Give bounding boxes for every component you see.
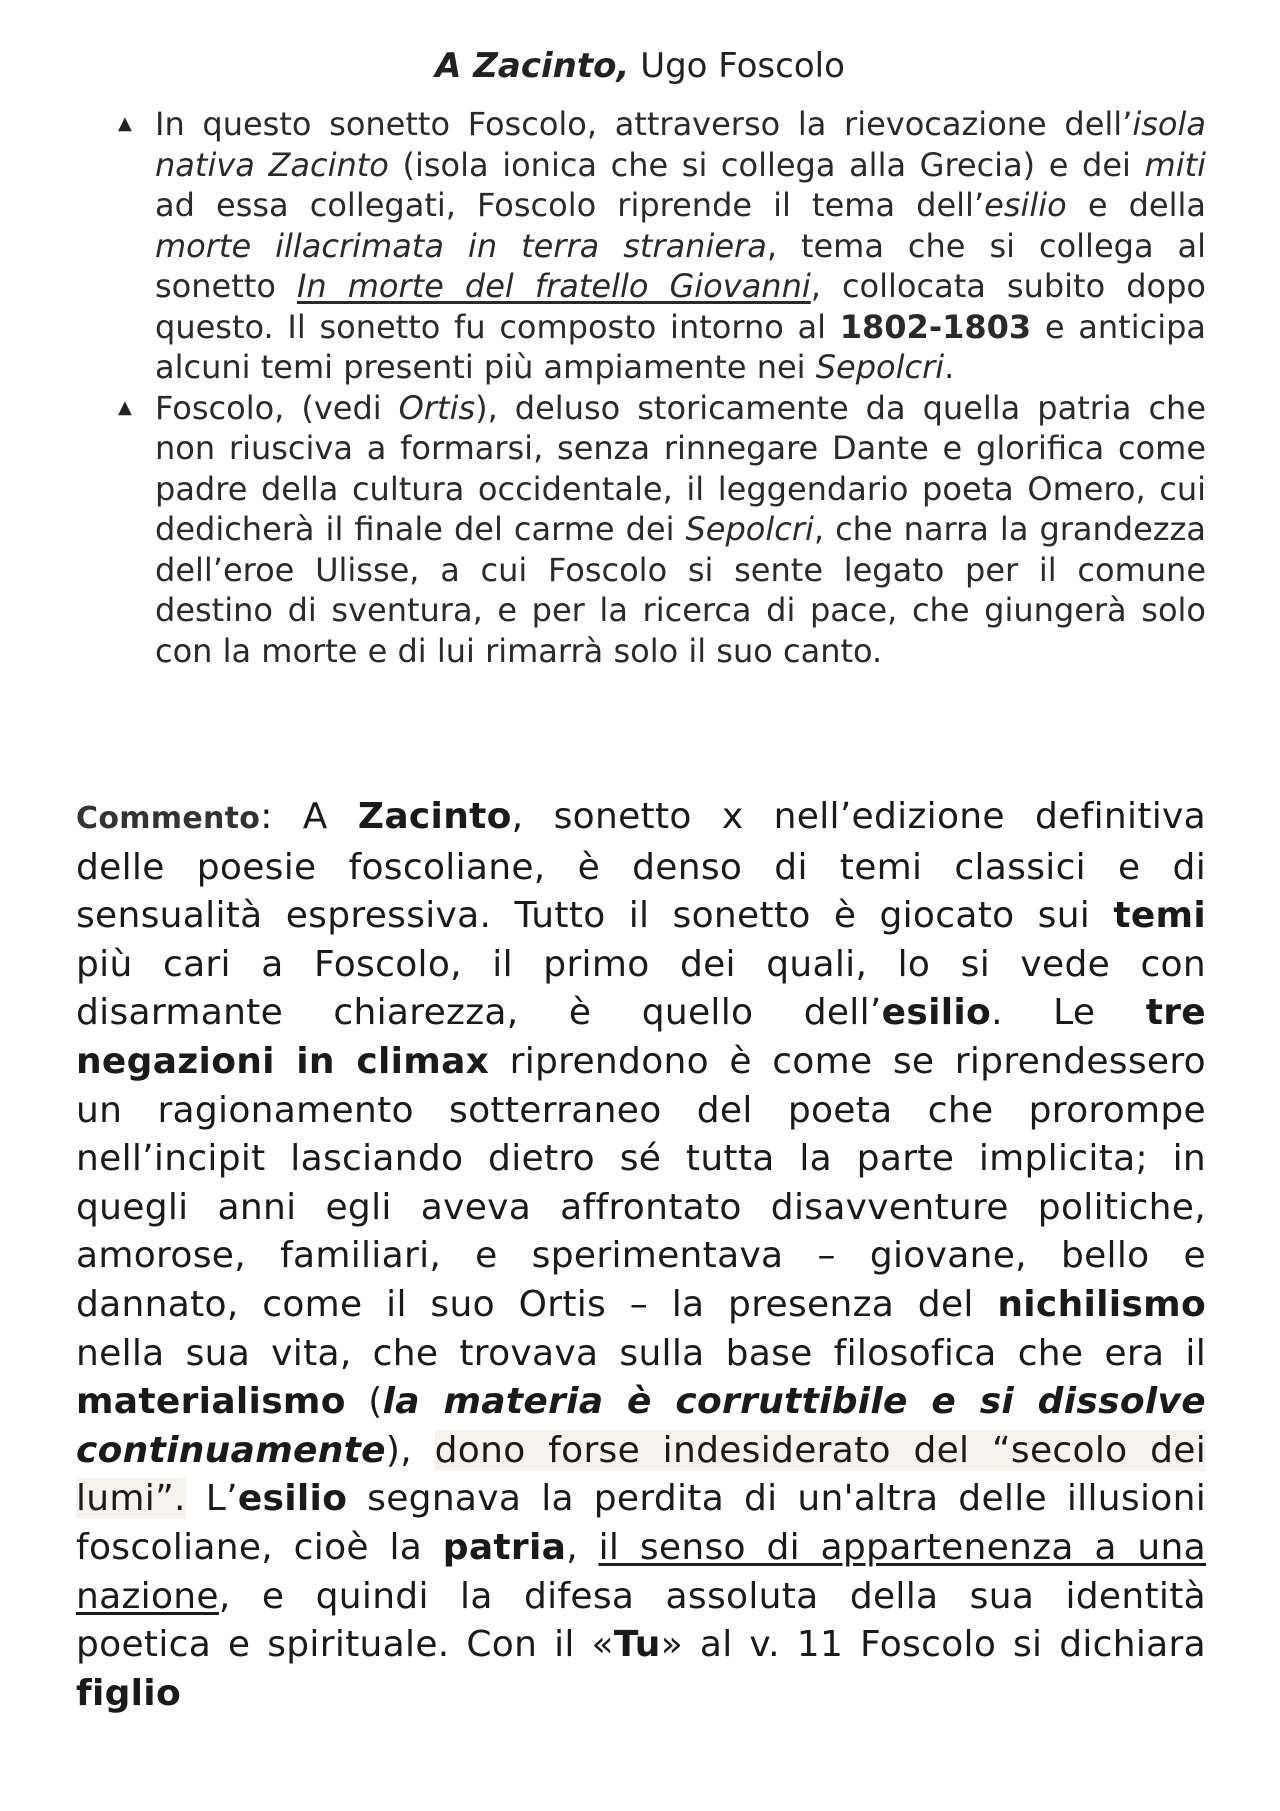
emphasis-text: la materia è corruttibile e si dissolve continuamente <box>76 1381 1207 1471</box>
text-run: Foscolo, (vedi <box>155 388 399 427</box>
text-run: , <box>566 1526 599 1568</box>
text-run: riprendono è come se riprendessero un ragionamento sotterraneo del poeta che prorompe nell’incipit lasciando dietro sé tutta la parte implicita; in quegli anni egli aveva affrontato disavventure politiche, amorose, familiari, e sperimentava – giovane, bello e dannato, come il suo Ortis – la presenza del <box>76 1040 1206 1325</box>
emphasis-text: Tu <box>613 1624 661 1666</box>
text-run: : A <box>260 796 358 837</box>
text-run: isola nativa Zacinto <box>155 105 1206 184</box>
text-run: . Le <box>991 992 1146 1034</box>
text-run: In morte del fratello Giovanni <box>296 267 811 305</box>
emphasis-text: patria <box>442 1526 567 1568</box>
text-run: Ortis <box>398 388 476 427</box>
emphasis-text: nichilismo <box>997 1283 1206 1325</box>
commento-text <box>76 796 1206 1714</box>
text-run: nella sua vita, che trovava sulla base filosofica che era il <box>76 1332 1206 1374</box>
text-run: » al v. 11 Foscolo si dichiara <box>660 1624 1206 1666</box>
text-run: , e quindi la difesa assoluta della sua identità poetica e spirituale. Con il « <box>76 1575 1206 1666</box>
text-run: , che narra la grandezza dell’eroe Ulisse, a cui Foscolo si sente legato per il comune destino di sventura, e per la ricerca di pace, che giungerà solo con la morte e di lui rimarrà solo il suo canto. <box>155 510 1206 670</box>
text-run: e anticipa alcuni temi presenti più ampiamente nei <box>155 307 1207 386</box>
triangle-bullet-icon: ▲ <box>118 113 132 134</box>
text-run: esilio <box>984 186 1067 224</box>
text-run: più cari a Foscolo, il primo dei quali, lo si vede con disarmante chiarezza, è quello dell’ <box>76 943 1206 1034</box>
bullet-item <box>118 104 1206 388</box>
commento-paragraph <box>76 793 1206 1718</box>
title-work: A Zacinto, <box>435 46 630 86</box>
bullet-item <box>118 388 1206 672</box>
text-run: ), <box>385 1429 435 1471</box>
text-run: ( <box>345 1381 383 1423</box>
emphasis-text: Zacinto <box>357 796 512 837</box>
emphasis-text: temi <box>1113 895 1206 937</box>
text-run: L’ <box>185 1478 238 1520</box>
highlighted-text: dono forse indesiderato del “secolo dei lumi”. <box>76 1429 1206 1520</box>
triangle-bullet-icon: ▲ <box>118 396 132 418</box>
text-run: ad essa collegati, Foscolo riprende il tema dell’ <box>155 186 985 224</box>
commento-label: Commento <box>76 801 261 836</box>
emphasis-text: 1802-1803 <box>839 307 1032 346</box>
emphasis-text: materialismo <box>76 1381 346 1423</box>
title-author: Ugo Foscolo <box>640 46 845 86</box>
text-run: , sonetto x nell’edizione definitiva delle poesie foscoliane, è denso di temi classici e di sensualità espressiva. Tutto il sonetto è giocato sui <box>76 796 1207 937</box>
emphasis-text: esilio <box>237 1478 348 1520</box>
emphasis-text: figlio <box>76 1672 181 1714</box>
emphasis-text: esilio <box>881 992 992 1034</box>
text-run: In questo sonetto Foscolo, attraverso la rievocazione dell’ <box>155 105 1133 143</box>
text-run: morte illacrimata in terra straniera <box>155 226 767 265</box>
text-run: Sepolcri <box>685 510 814 548</box>
text-run: e della <box>1066 186 1207 224</box>
emphasis-text: tre negazioni in climax <box>76 992 1206 1082</box>
text-run: (isola ionica che si collega alla Grecia) e dei <box>388 145 1145 184</box>
bullet-text <box>155 105 1206 386</box>
text-run: , tema che si collega al sonetto <box>155 226 1207 305</box>
bullet-text <box>155 389 1206 670</box>
text-run: il senso di appartenenza a una nazione <box>76 1526 1206 1617</box>
text-run: ), deluso storicamente da quella patria che non riusciva a formarsi, senza rinnegare Dante e glorifica come padre della cultura occidentale, il leggendario poeta Omero, cui dedicherà il finale del carme dei <box>155 388 1206 548</box>
page-title <box>0 44 1280 88</box>
text-run: miti <box>1144 145 1207 184</box>
text-run: . <box>944 348 955 386</box>
bullet-list <box>118 104 1206 671</box>
text-run: , collocata subito dopo questo. Il sonetto fu composto intorno al <box>155 267 1207 346</box>
text-run: segnava la perdita di un'altra delle illusioni foscoliane, cioè la <box>76 1478 1206 1568</box>
text-run: Sepolcri <box>815 348 945 386</box>
